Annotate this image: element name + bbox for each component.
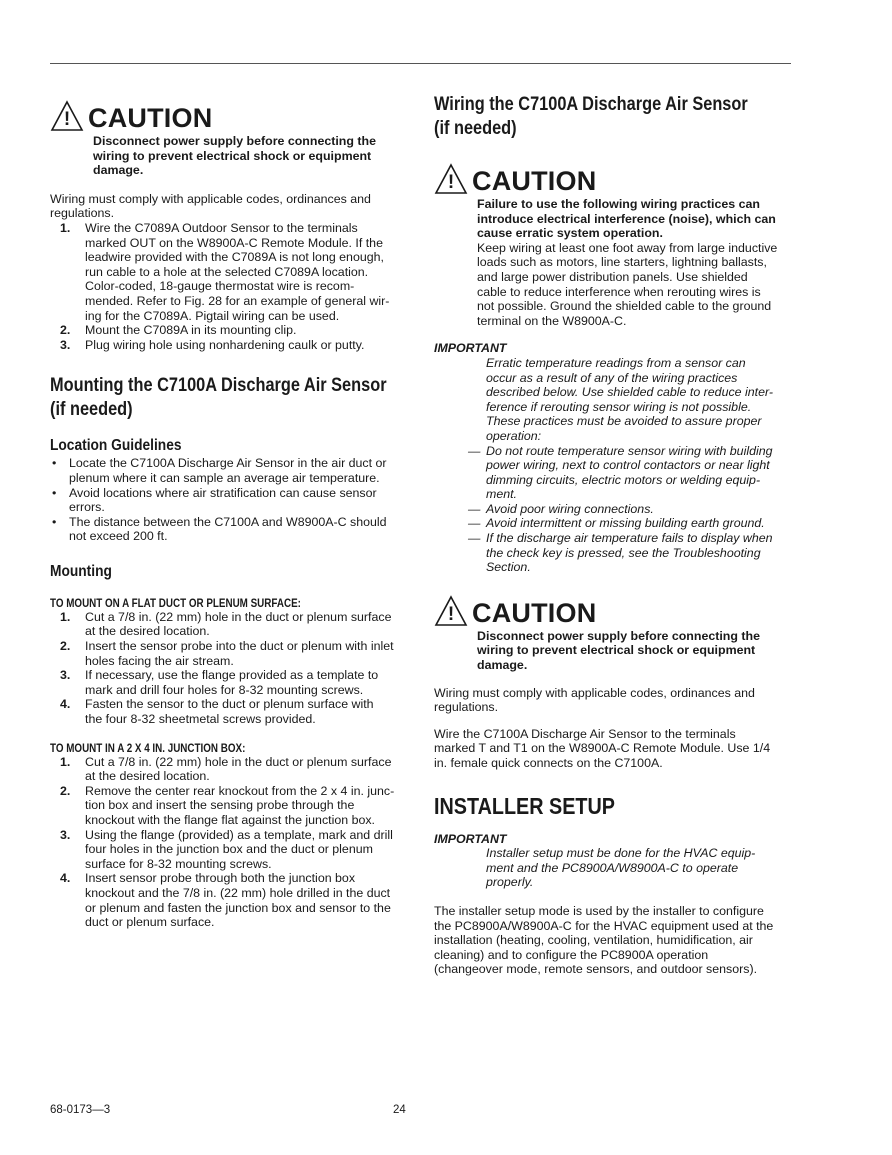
page-number: 24 <box>393 1104 406 1116</box>
heading-mounting-sensor: Mounting the C7100A Discharge Air Sensor (if needed) <box>50 375 387 421</box>
left-column <box>50 90 410 930</box>
wiring-practices-list <box>434 444 794 575</box>
list-item: • The distance between the C7100A and W8900A-C should not exceed 200 ft. <box>52 514 387 544</box>
list-item: 1. Cut a 7/8 in. (22 mm) hole in the duct or plenum surface at the desired location. <box>60 754 392 784</box>
important-note-setup <box>434 832 794 890</box>
list-item: — Do not route temperature sensor wiring with building power wiring, next to control contactors or near light dimming circuits, electric motors or welding equip- ment. <box>468 443 773 502</box>
subheading-flat-duct: TO MOUNT ON A FLAT DUCT OR PLENUM SURFACE: <box>50 595 301 610</box>
caution-block-power <box>50 98 410 178</box>
junction-box-steps <box>50 755 410 930</box>
location-bullets <box>50 456 410 544</box>
important-note-wiring <box>434 341 794 575</box>
important-label: IMPORTANT <box>434 341 507 356</box>
caution-block-power-2 <box>434 593 794 673</box>
list-item: • Locate the C7100A Discharge Air Sensor in the air duct or plenum where it can sample an average air temperature. <box>52 456 387 485</box>
svg-text:!: ! <box>447 172 455 193</box>
document-number: 68-0173—3 <box>50 1104 111 1116</box>
list-item: — Avoid intermittent or missing building earth ground. <box>468 516 765 531</box>
wire-c7100a-paragraph: Wire the C7100A Discharge Air Sensor to the terminals marked T and T1 on the W8900A-C Remote Module. Use 1/4 in. female quick connects on the C7100A. <box>434 726 771 770</box>
caution-text: Failure to use the following wiring practices can introduce electrical interference (noise), which can cause erratic system operation. Keep wiring at least one foot away from large inductive loads such as motors, line starters, lightning ballasts, and large power distribution panels. Use shielded cable to reduce interference when rerouting wires is not possible. Ground the shielded cable to the ground terminal on the W8900A-C. <box>477 197 778 328</box>
warning-triangle-icon <box>50 100 84 132</box>
important-text: Erratic temperature readings from a sensor can occur as a result of any of the wiring practices described below. Use shielded cable to reduce inter- ference if rerouting sensor wiring is not possible. These practices must be avoided to assure proper operation: <box>486 355 773 443</box>
svg-text:!: ! <box>63 109 71 130</box>
list-item: 3. Using the flange (provided) as a template, mark and drill four holes in the junction box and the duct or plenum surface for 8-32 mounting screws. <box>60 827 393 871</box>
warning-triangle-icon <box>434 595 468 627</box>
svg-text:!: ! <box>447 603 455 625</box>
list-item: — If the discharge air temperature fails to display when the check key is pressed, see the Troubleshooting Section. <box>468 531 773 575</box>
list-item: 4. Insert sensor probe through both the junction box knockout and the 7/8 in. (22 mm) hole drilled in the duct or plenum and fasten the junction box and sensor to the duct or plenum surface. <box>60 871 391 930</box>
important-label: IMPORTANT <box>434 831 507 846</box>
list-item: 3. If necessary, use the flange provided as a template to mark and drill four holes for 8-32 mounting screws. <box>60 668 379 697</box>
wiring-compliance-paragraph: Wiring must comply with applicable codes, ordinances and regulations. <box>50 191 371 221</box>
heading-location-guidelines: Location Guidelines <box>50 437 182 455</box>
list-item: • Avoid locations where air stratification can cause sensor errors. <box>52 485 377 515</box>
caution-text: Disconnect power supply before connecting the wiring to prevent electrical shock or equipment damage. <box>477 628 760 673</box>
list-item: 2. Mount the C7089A in its mounting clip. <box>60 323 297 338</box>
list-item: 4. Fasten the sensor to the duct or plenum surface with the four 8-32 sheetmetal screws provided. <box>60 697 374 727</box>
top-rule <box>50 63 791 64</box>
heading-mounting: Mounting <box>50 562 112 580</box>
list-item: 2. Remove the center rear knockout from the 2 x 4 in. junc- tion box and insert the sensing probe through the knockout with the flange flat against the junction box. <box>60 783 395 827</box>
wiring-compliance-paragraph: Wiring must comply with applicable codes, ordinances and regulations. <box>434 685 755 715</box>
list-item: — Avoid poor wiring connections. <box>468 501 654 516</box>
caution-block-interference <box>434 161 794 328</box>
heading-wiring-sensor: Wiring the C7100A Discharge Air Sensor (if needed) <box>434 94 748 139</box>
caution-title: CAUTION <box>88 103 213 133</box>
right-column <box>434 90 794 977</box>
installer-setup-paragraph: The installer setup mode is used by the installer to configure the PC8900A/W8900A-C for the HVAC equipment used at the installation (heating, cooling, ventilation, humidification, air cleaning) and to configure the PC8900A operation (changeover mode, remote sensors, and outdoor sensors). <box>434 903 774 977</box>
important-text: Installer setup must be done for the HVAC equip- ment and the PC8900A/W8900A-C to operate properly. <box>486 846 756 890</box>
caution-title: CAUTION <box>472 597 597 628</box>
caution-text: Disconnect power supply before connecting the wiring to prevent electrical shock or equipment damage. <box>93 134 376 178</box>
heading-installer-setup: INSTALLER SETUP <box>434 792 615 819</box>
outdoor-sensor-steps <box>50 221 410 352</box>
warning-triangle-icon <box>434 163 468 195</box>
flat-duct-steps <box>50 610 410 727</box>
list-item: 1. Wire the C7089A Outdoor Sensor to the terminals marked OUT on the W8900A-C Remote Module. If the leadwire provided with the C7089A is not long enough, run cable to a hole at the selected C7089A location. Color-coded, 18-gauge thermostat wire is recom- mended. Refer to Fig. 28 for an example of general wir- ing for the C7089A. Pigtail wiring can be used. <box>60 220 390 323</box>
list-item: 1. Cut a 7/8 in. (22 mm) hole in the duct or plenum surface at the desired location. <box>60 609 392 639</box>
list-item: 2. Insert the sensor probe into the duct or plenum with inlet holes facing the air stream. <box>60 639 394 668</box>
list-item: 3. Plug wiring hole using nonhardening caulk or putty. <box>60 337 365 352</box>
subheading-junction-box: TO MOUNT IN A 2 X 4 IN. JUNCTION BOX: <box>50 740 246 755</box>
caution-title: CAUTION <box>472 166 597 196</box>
